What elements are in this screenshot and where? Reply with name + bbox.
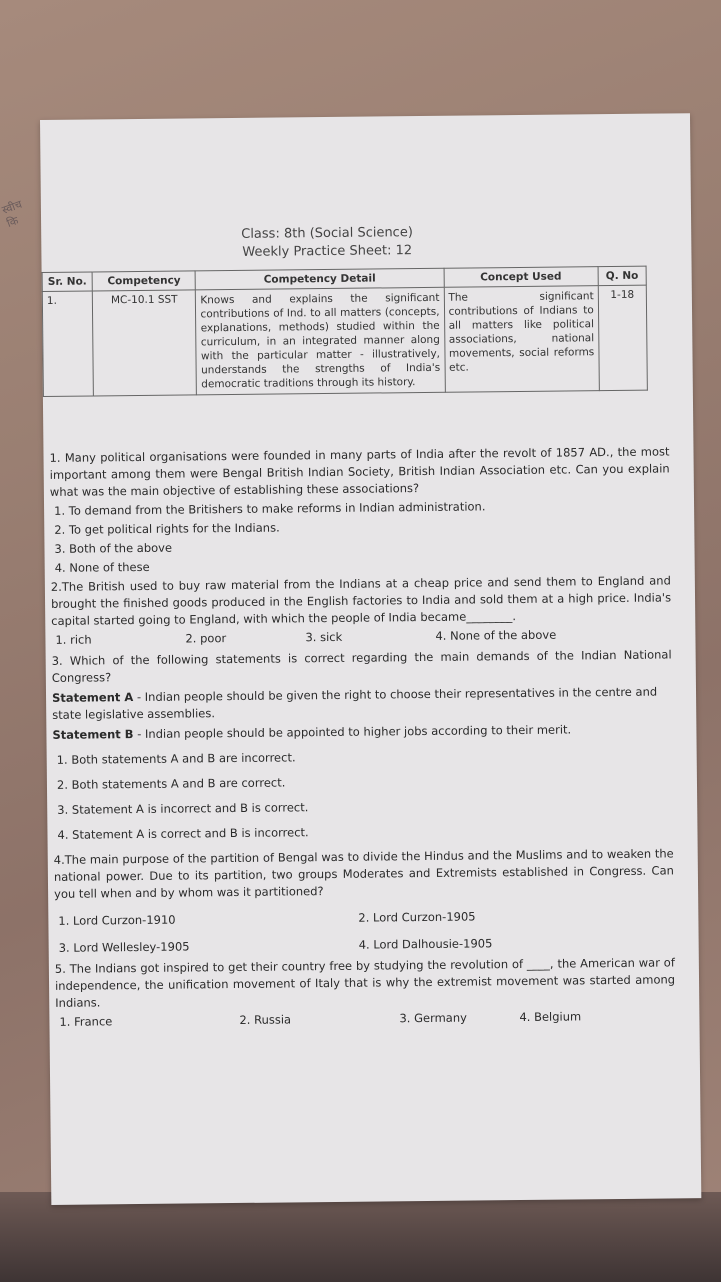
q4-options-row-1 — [58, 906, 674, 929]
q5-option-4: 4. Belgium — [519, 1009, 582, 1025]
statement-a — [52, 683, 672, 723]
question-5: 5. The Indians got inspired to get their country free by studying the revolution of ____, the American war of independence, the unification movement of Italy that is why the extremist movement was started among Indians. — [54, 955, 676, 1010]
header-competency: Competency — [92, 271, 195, 291]
q4-option-4: 4. Lord Dalhousie-1905 — [358, 936, 493, 952]
cell-sr: 1. — [42, 291, 93, 397]
q1-option-2: 2. To get political rights for the Indians. — [54, 520, 280, 537]
side-handwriting: स्वीच कि — [0, 197, 24, 231]
q5-option-2: 2. Russia — [239, 1012, 292, 1027]
q2-options — [55, 625, 671, 648]
sheet-title: Weekly Practice Sheet: 12 — [242, 243, 413, 260]
q5-option-1: 1. France — [59, 1014, 113, 1029]
statement-b — [52, 720, 672, 743]
header-concept-used: Concept Used — [444, 267, 598, 288]
q5-option-3: 3. Germany — [399, 1010, 467, 1026]
class-line: Class: 8th (Social Science) — [241, 225, 413, 242]
background-cloth — [0, 1192, 721, 1282]
q1-option-4: 4. None of these — [54, 559, 150, 575]
statement-b-text: - Indian people should be appointed to higher jobs according to their merit. — [137, 722, 572, 742]
q2-option-3: 3. sick — [305, 629, 343, 645]
sheet-header — [241, 224, 413, 262]
statement-a-label: Statement A — [51, 690, 134, 705]
q3-option-3: 3. Statement A is incorrect and B is correct. — [57, 800, 309, 817]
q4-option-2: 2. Lord Curzon-1905 — [358, 909, 476, 925]
question-1: 1. Many political organisations were founded in many parts of India after the revolt of 1857 AD., the most important among them were Bengal British Indian Society, British Indian Association etc. Can you explain what was the main objective of establishing these associations? — [49, 444, 670, 499]
question-4: 4.The main purpose of the partition of Bengal was to divide the Hindus and the Muslims and to weaken the national power. Due to its partition, two groups Moderates and Extremists established in Congress. Can you tell when and by whom was it partitioned? — [53, 846, 674, 901]
statement-a-text: - Indian people should be given the right to choose their representatives in the centre and state legislative assemblies. — [52, 684, 658, 722]
q2-option-1: 1. rich — [55, 632, 92, 647]
cell-competency: MC-10.1 SST — [93, 290, 197, 396]
q2-option-4: 4. None of the above — [435, 627, 557, 643]
cell-detail: Knows and explains the significant contributions of Ind. to all matters (concepts, explanations, methods) studied within the curriculum, in an integrated manner along with the particular matter - illustratively, understands the strengths of India's democratic traditions through its history. — [196, 287, 445, 395]
q4-options-row-2 — [59, 933, 675, 956]
q2-option-2: 2. poor — [185, 631, 227, 646]
q1-option-1: 1. To demand from the Britishers to make reforms in Indian administration. — [54, 499, 486, 518]
statement-b-label: Statement B — [52, 727, 134, 742]
question-3: 3. Which of the following statements is correct regarding the main demands of the Indian National Congress? — [51, 647, 672, 685]
q4-option-1: 1. Lord Curzon-1910 — [58, 912, 176, 928]
q3-option-2: 2. Both statements A and B are correct. — [56, 775, 286, 792]
cell-qno: 1-18 — [598, 285, 647, 390]
competency-table — [42, 266, 648, 397]
question-2: 2.The British used to buy raw material from the Indians at a cheap price and send them to England and brought the finished goods produced in the English factories to India and sold them at a high price. India's capital started going to England, with which the people of India became________. — [50, 573, 672, 628]
questions-section — [49, 443, 675, 1034]
header-sr-no: Sr. No. — [42, 272, 92, 292]
worksheet-paper — [40, 113, 701, 1205]
q3-option-4: 4. Statement A is correct and B is incorrect. — [57, 825, 309, 842]
q4-option-3: 3. Lord Wellesley-1905 — [58, 939, 190, 955]
q5-options — [59, 1007, 675, 1030]
header-competency-detail: Competency Detail — [196, 268, 444, 290]
header-q-no: Q. No — [598, 266, 646, 286]
q1-option-3: 3. Both of the above — [54, 540, 173, 556]
q3-option-1: 1. Both statements A and B are incorrect. — [56, 750, 296, 767]
table-row — [42, 285, 647, 396]
cell-concept: The significant contributions of Indians to all matters like political associations, national movements, social reforms etc. — [444, 286, 599, 393]
